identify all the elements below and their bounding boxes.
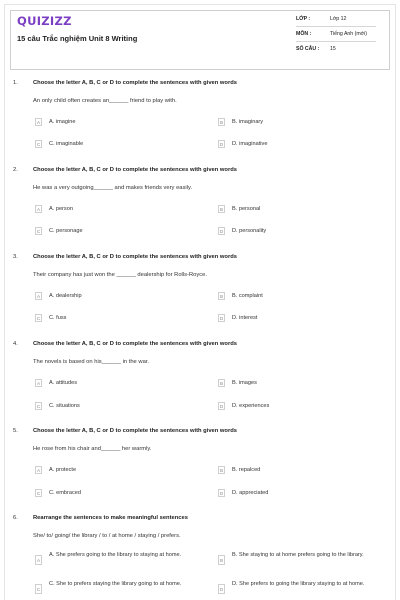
option-text: A. protecte xyxy=(49,467,77,473)
option-letter-badge: D xyxy=(218,584,225,594)
option-text: D. imaginative xyxy=(232,141,268,147)
question-prompt: Rearrange the sentences to make meaningful sentences xyxy=(33,515,188,521)
worksheet-title: 15 câu Trắc nghiệm Unit 8 Writing xyxy=(17,34,138,43)
question-number: 3. xyxy=(13,254,18,260)
subject-label: MÔN : xyxy=(296,31,312,37)
option-text: B. imaginary xyxy=(232,119,264,125)
option-letter-badge: D xyxy=(219,404,224,409)
question-text: She/ to/ going/ the library / to / at home / staying / prefers. xyxy=(33,533,181,539)
question-text: He was a very outgoing______ and makes friends very easily. xyxy=(33,185,193,191)
option-text: A. imagine xyxy=(49,119,76,125)
option-text: D. appreciated xyxy=(232,490,269,496)
option-letter-badge: A xyxy=(36,294,41,299)
option-letter-badge: D xyxy=(219,491,224,496)
option-letter-badge: C xyxy=(36,491,41,496)
option-text: D. She prefers to going the library staying to at home. xyxy=(232,581,365,587)
option-text: A. dealership xyxy=(49,293,82,299)
option-text: B. images xyxy=(232,380,257,386)
question-text: The novels is based on his______ in the war. xyxy=(33,359,150,365)
page-border xyxy=(4,4,396,600)
question-prompt: Choose the letter A, B, C or D to complete the sentences with given words xyxy=(33,341,237,347)
option-letter-badge: C xyxy=(36,142,41,147)
option-text: C. situations xyxy=(49,403,80,409)
option-text: B. repalced xyxy=(232,467,261,473)
quizizz-logo: QUIZIZZ xyxy=(17,14,72,28)
option-letter-badge: A xyxy=(35,555,42,565)
question-number: 5. xyxy=(13,428,18,434)
option-text: D. personality xyxy=(232,228,267,234)
question-text: Their company has just won the ______ dealership for Rolls-Royce. xyxy=(33,272,207,278)
option-letter-badge: C xyxy=(36,316,41,321)
option-letter-badge: C xyxy=(36,229,41,234)
option-letter-badge: B xyxy=(219,294,224,299)
option-text: C. embraced xyxy=(49,490,82,496)
option-text: B. personal xyxy=(232,206,261,212)
option-letter-badge: B xyxy=(219,207,224,212)
option-text: A. person xyxy=(49,206,73,212)
question-prompt: Choose the letter A, B, C or D to complete the sentences with given words xyxy=(33,254,237,260)
question-prompt: Choose the letter A, B, C or D to complete the sentences with given words xyxy=(33,167,237,173)
option-letter-badge: D xyxy=(219,229,224,234)
question-number: 2. xyxy=(13,167,18,173)
question-number: 6. xyxy=(13,515,18,521)
option-text: C. imaginable xyxy=(49,141,84,147)
option-letter-badge: C xyxy=(35,584,42,594)
option-text: A. attitudes xyxy=(49,380,77,386)
option-letter-badge: B xyxy=(218,555,225,565)
question-text: He rose from his chair and______ her warmly. xyxy=(33,446,152,452)
option-letter-badge: A xyxy=(36,468,41,473)
option-letter-badge: A xyxy=(36,381,41,386)
option-letter-badge: C xyxy=(36,404,41,409)
question-prompt: Choose the letter A, B, C or D to complete the sentences with given words xyxy=(33,428,237,434)
question-prompt: Choose the letter A, B, C or D to complete the sentences with given words xyxy=(33,80,237,86)
class-label: LỚP : xyxy=(296,16,311,22)
option-text: A. She prefers going to the library to staying at home. xyxy=(49,552,182,558)
question-text: An only child often creates an______ friend to play with. xyxy=(33,98,177,104)
meta-divider xyxy=(296,41,376,42)
option-letter-badge: B xyxy=(219,381,224,386)
option-text: C. fuss xyxy=(49,315,67,321)
count-value: 15 xyxy=(330,46,336,52)
option-letter-badge: D xyxy=(219,316,224,321)
option-text: C. She to prefers staying the library going to at home. xyxy=(49,581,182,587)
subject-value: Tiếng Anh (mới) xyxy=(330,31,367,37)
option-text: B. She staying to at home prefers going to the library. xyxy=(232,552,364,558)
meta-divider xyxy=(296,26,376,27)
question-number: 1. xyxy=(13,80,18,86)
option-text: B. complaint xyxy=(232,293,263,299)
option-letter-badge: B xyxy=(219,120,224,125)
option-letter-badge: A xyxy=(36,120,41,125)
option-letter-badge: D xyxy=(219,142,224,147)
class-value: Lớp 12 xyxy=(330,16,347,22)
question-number: 4. xyxy=(13,341,18,347)
option-letter-badge: B xyxy=(219,468,224,473)
option-text: D. experiences xyxy=(232,403,270,409)
option-text: D. interest xyxy=(232,315,258,321)
option-text: C. personage xyxy=(49,228,83,234)
count-label: SỐ CÂU : xyxy=(296,46,320,52)
option-letter-badge: A xyxy=(36,207,41,212)
